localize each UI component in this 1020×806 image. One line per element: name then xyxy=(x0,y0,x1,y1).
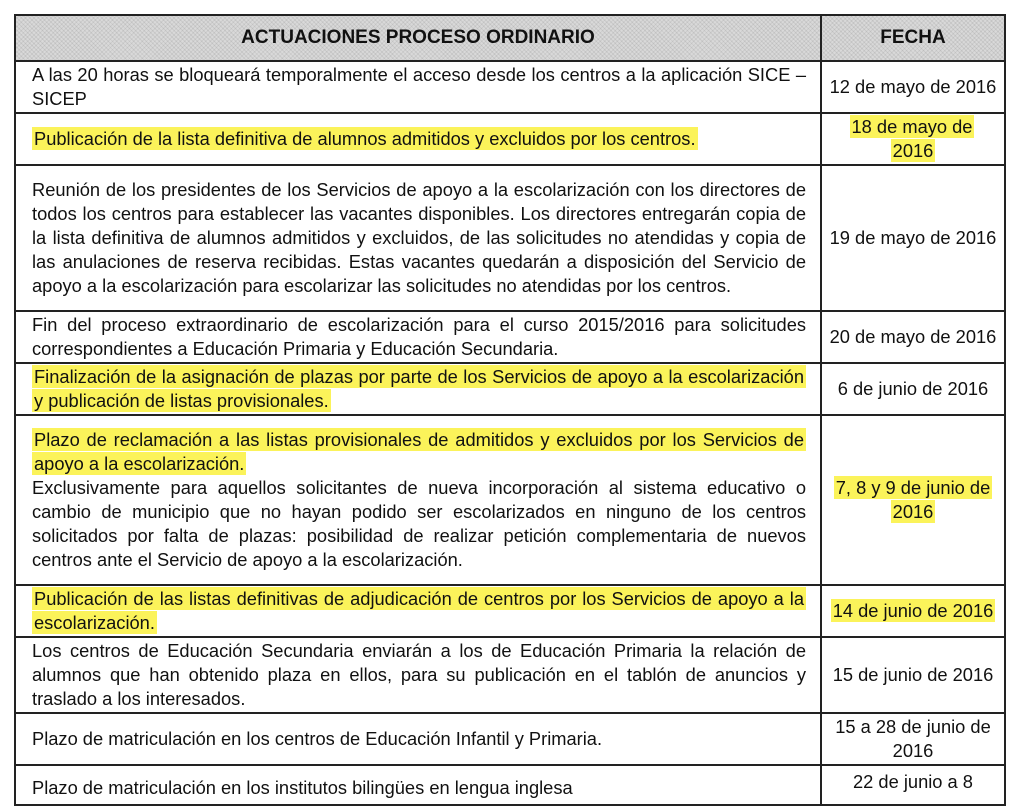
action-text-span: Finalización de la asignación de plazas por parte de los Servicios de apoyo a la escolarización y publicación de listas provisionales. xyxy=(34,366,804,411)
table-row xyxy=(15,713,1005,765)
action-text xyxy=(32,127,806,151)
table-row xyxy=(15,165,1005,311)
date-cell xyxy=(821,713,1005,765)
action-text-span: Publicación de la lista definitiva de alumnos admitidos y excluidos por los centros. xyxy=(34,128,696,149)
action-cell xyxy=(15,765,821,805)
action-text-span: Publicación de las listas definitivas de adjudicación de centros por los Servicios de apoyo a la escolarización. xyxy=(34,588,804,633)
table-row xyxy=(15,765,1005,805)
table-header-row xyxy=(15,15,1005,61)
date-text: 15 a 28 de junio de 2016 xyxy=(835,716,991,761)
action-cell xyxy=(15,713,821,765)
action-text xyxy=(32,428,806,476)
date-text: 14 de junio de 2016 xyxy=(832,600,994,621)
date-text: 20 de mayo de 2016 xyxy=(829,326,997,347)
action-cell xyxy=(15,415,821,585)
action-text xyxy=(32,365,806,413)
header-date: FECHA xyxy=(821,15,1005,61)
action-cell xyxy=(15,363,821,415)
action-cell xyxy=(15,61,821,113)
date-cell xyxy=(821,165,1005,311)
date-text: 22 de junio a 8 xyxy=(853,771,973,792)
action-text xyxy=(32,639,806,711)
table-row xyxy=(15,585,1005,637)
header-actions: ACTUACIONES PROCESO ORDINARIO xyxy=(15,15,821,61)
date-cell xyxy=(821,637,1005,713)
action-text xyxy=(32,178,806,298)
date-text: 18 de mayo de 2016 xyxy=(851,116,973,161)
action-text-span: A las 20 horas se bloqueará temporalmente el acceso desde los centros a la aplicación SICE – SICEP xyxy=(32,64,806,109)
date-text: 7, 8 y 9 de junio de 2016 xyxy=(835,477,991,522)
table-row xyxy=(15,61,1005,113)
action-text xyxy=(32,313,806,361)
date-cell xyxy=(821,765,1005,805)
table-row xyxy=(15,415,1005,585)
action-text-span: Plazo de matriculación en los centros de Educación Infantil y Primaria. xyxy=(32,728,603,749)
action-cell xyxy=(15,585,821,637)
action-text xyxy=(32,727,806,751)
date-text: 6 de junio de 2016 xyxy=(837,378,989,399)
date-cell xyxy=(821,311,1005,363)
date-cell xyxy=(821,585,1005,637)
action-cell xyxy=(15,637,821,713)
date-text: 19 de mayo de 2016 xyxy=(829,227,997,248)
date-cell xyxy=(821,61,1005,113)
date-cell xyxy=(821,363,1005,415)
date-cell xyxy=(821,113,1005,165)
table-row xyxy=(15,113,1005,165)
table-row xyxy=(15,637,1005,713)
table-row xyxy=(15,311,1005,363)
action-extra-text: Exclusivamente para aquellos solicitantes de nueva incorporación al sistema educativo o cambio de municipio que no hayan podido ser escolarizados en ninguno de los centros solicitados por falta de plazas: posibilidad de realizar petición complementaria de nuevos centros ante el Servicio de apoyo a la escolarización. xyxy=(32,477,806,570)
date-text: 15 de junio de 2016 xyxy=(832,664,994,685)
action-cell xyxy=(15,113,821,165)
action-cell xyxy=(15,165,821,311)
action-text xyxy=(32,587,806,635)
action-text-span: Los centros de Educación Secundaria enviarán a los de Educación Primaria la relación de alumnos que han obtenido plaza en ellos, para su publicación en el tablón de anuncios y traslado a los interesados. xyxy=(32,640,806,709)
action-text xyxy=(32,776,806,800)
action-cell xyxy=(15,311,821,363)
schedule-table xyxy=(14,14,1006,806)
table-row xyxy=(15,363,1005,415)
date-cell xyxy=(821,415,1005,585)
action-text xyxy=(32,63,806,111)
action-text-span: Plazo de reclamación a las listas provisionales de admitidos y excluidos por los Servicios de apoyo a la escolarización. xyxy=(34,429,804,474)
action-text-span: Reunión de los presidentes de los Servicios de apoyo a la escolarización con los directores de todos los centros para establecer las vacantes disponibles. Los directores entregarán copia de la lista definitiva de alumnos admitidos y excluidos, de las solicitudes no atendidas y copia de las anulaciones de reserva recibidas. Estas vacantes quedarán a disposición del Servicio de apoyo a la escolarización para escolarizar las solicitudes no atendidas por los centros. xyxy=(32,179,806,296)
action-text-span: Plazo de matriculación en los institutos bilingües en lengua inglesa xyxy=(32,777,573,798)
date-text: 12 de mayo de 2016 xyxy=(829,76,997,97)
action-text-span: Fin del proceso extraordinario de escolarización para el curso 2015/2016 para solicitudes correspondientes a Educación Primaria y Educación Secundaria. xyxy=(32,314,806,359)
